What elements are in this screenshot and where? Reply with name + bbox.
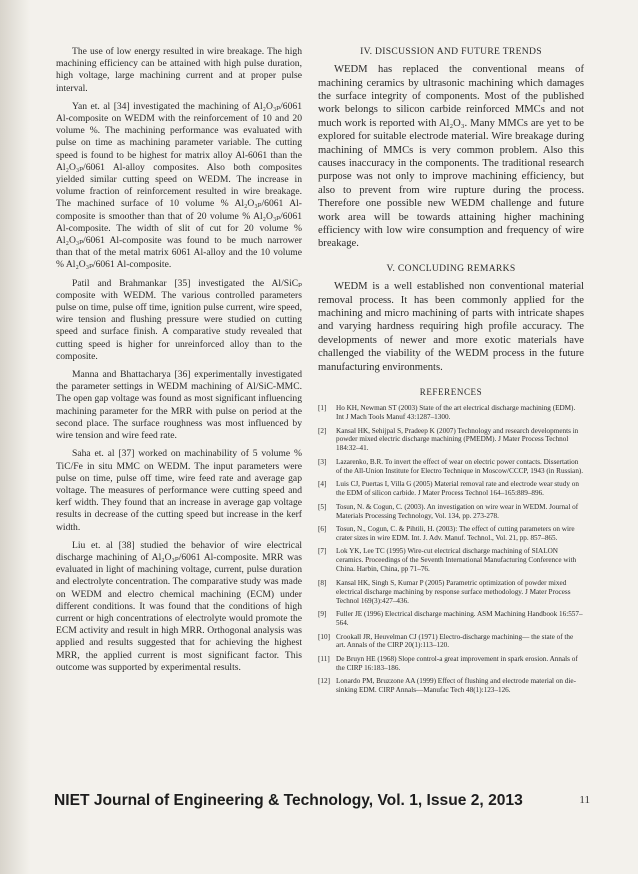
section-heading-concluding: V. CONCLUDING REMARKS <box>386 262 516 274</box>
reference-item <box>318 610 584 628</box>
reference-number: [5] <box>318 502 327 511</box>
body-paragraph: Liu et. al [38] studied the behavior of wire electrical discharge machining of Al₂O₃ₚ/6061 Al-composite. MRR was evaluated in light of machining voltage, current, pulse duration and electrolyte concentration. The comparative study was made on WEDM and electro chemical machining (ECM) under different conditions. It was found that the conditions of high current or high concentrations of electrolyte would promote the ECM activity and result in high MRR. Orthogonal analysis was applied and results suggested that for achieving the highest MRR, the applied current is most significant factor. This outcome was supported by experimental results. <box>56 539 302 673</box>
reference-number: [7] <box>318 547 327 556</box>
reference-text: Lok YK, Lee TC (1995) Wire-cut electrical discharge machining of SIALON ceramics. Proceedings of the Seventh International Manufacturing Conference with China. Harbin, China, pp 71–76. <box>336 547 577 574</box>
reference-text: Lazarenko, B.R. To invert the effect of wear on electric power contacts. Dissertation of the All-Union Institute for Electro Technique in Moscow/CCCP, 1943 (in Russian). <box>336 457 584 475</box>
reference-item <box>318 547 584 574</box>
reference-text: Tosun, N., Cogun, C. & Pihtili, H. (2003): The effect of cutting parameters on wire crater sizes in wire EDM. Int. J. Adv. Manuf. Technol., Vol. 21, pp. 857–865. <box>336 525 575 542</box>
reference-item <box>318 427 584 454</box>
right-column <box>318 46 584 700</box>
reference-item <box>318 633 584 651</box>
reference-number: [3] <box>318 457 327 466</box>
reference-number: [8] <box>318 578 327 587</box>
references-list <box>318 404 584 695</box>
reference-text: Tosun, N. & Cogun, C. (2003). An investigation on wire wear in WEDM. Journal of Materials Processing Technology, Vol. 134, pp. 273-278. <box>336 502 579 520</box>
reference-number: [11] <box>318 654 330 663</box>
reference-text: Luis CJ, Puertas I, Villa G (2005) Material removal rate and electrode wear study on the EDM of silicon carbide. J Mater Process Technol 164–165:889–896. <box>336 480 579 498</box>
reference-item <box>318 458 584 476</box>
reference-text: De Bruyn HE (1968) Slope control-a great improvement in spark erosion. Annals of the CIRP 16:183–186. <box>336 654 578 672</box>
reference-number: [1] <box>318 404 327 413</box>
body-paragraph: Manna and Bhattacharya [36] experimentally investigated the parameter settings in WEDM machining of Al/SiC-MMC. The open gap voltage was found as most significant influencing machining parameter for the MRR with pulse on period at the second place. The surface roughness was most influenced by wire tension and wire feed rate. <box>56 369 302 442</box>
references-heading: REFERENCES <box>419 386 483 397</box>
reference-text: Ho KH, Newman ST (2003) State of the art electrical discharge machining (EDM). Int J Mach Tools Manuf 43:1287–1300. <box>336 404 576 422</box>
journal-title: NIET Journal of Engineering & Technology, Vol. 1, Issue 2, 2013 <box>54 792 523 809</box>
section-spacer <box>318 251 584 263</box>
discussion-paragraph: WEDM has replaced the conventional means of machining ceramics by ultrasonic machining which damages the surface integrity of components. Most of the published work belongs to silicon carbide reinforced MMCs and not much work is reported with Al₂O₃. Many MMCs are yet to be explored for suitable electrode material. Wire breakage during machining of MMCs is very common problem. Also this causes inaccuracy in the components. The traditional research purpose was not only to improve machining efficiency, but also to prevent from wire rupture during the process. Therefore one possible new WEDM challenge and future work area will be towards attaining higher machining efficiency with low wire consumption and frequency of wire breakage. <box>318 64 584 250</box>
page-number: 11 <box>579 794 590 806</box>
reference-number: [4] <box>318 480 327 489</box>
reference-number: [12] <box>318 677 330 686</box>
reference-item <box>318 579 584 606</box>
reference-number: [6] <box>318 525 327 534</box>
concluding-paragraph: WEDM is a well established non conventional material removal process. It has been commonly applied for the machining and micro machining of parts with intricate shapes and varying hardness requiring high profile accuracy. The developments of newer and more exotic materials have challenged the viability of the WEDM process in the future manufacturing environments. <box>318 281 584 373</box>
reference-item <box>318 404 584 422</box>
reference-item <box>318 503 584 521</box>
reference-text: Crookall JR, Heuvelman CJ (1971) Electro-discharge machining— the state of the art. Annals of the CIRP 20(1):113–120. <box>336 632 574 650</box>
reference-text: Fuller JE (1996) Electrical discharge machining. ASM Machining Handbook 16:557–564. <box>336 610 583 628</box>
reference-number: [10] <box>318 632 330 641</box>
reference-item <box>318 480 584 498</box>
body-paragraph: Saha et. al [37] worked on machinability of 5 volume % TiC/Fe in situ MMC on WEDM. The input parameters were pulse on time, pulse off time, wire feed rate and average gap voltage. The measures of performance were cutting speed and kerf width. They found that an increase in average gap voltage results in decrease of the cutting speed but increase in the kerf width. <box>56 448 302 533</box>
reference-number: [2] <box>318 426 327 435</box>
left-column <box>56 46 302 674</box>
reference-text: Kansal HK, Sehijpal S, Pradeep K (2007) Technology and research developments in powder mixed electric discharge machining (PMEDM). J Mater Process Technol 184:32–41. <box>336 426 579 453</box>
reference-item <box>318 655 584 673</box>
page-footer <box>0 792 638 816</box>
body-paragraph: Patil and Brahmankar [35] investigated the Al/SiCₚ composite with WEDM. The various controlled parameters pulse on time, pulse off time, ignition pulse current, wire speed, wire tension and flushing pressure were studied on cutting speed and surface finish. A comparative study revealed that cutting speed is higher for unreinforced alloy than to the composite. <box>56 277 302 362</box>
section-heading-discussion: IV. DISCUSSION AND FUTURE TRENDS <box>360 46 542 57</box>
reference-number: [9] <box>318 610 327 619</box>
reference-text: Lonardo PM, Bruzzone AA (1999) Effect of flushing and electrode material on die-sinking EDM. CIRP Annals—Manufac Tech 48(1):123–126. <box>336 677 576 695</box>
body-paragraph: Yan et. al [34] investigated the machining of Al₂O₃ₚ/6061 Al-composite on WEDM with the reinforcement of 10 and 20 volume %. The machining performance was evaluated with pulse on time as machining parameter variable. The cutting speed is found to be highest for matrix alloy Al-6061 than the Al₂O₃ₚ/6061 Al-alloy composites. Also both composites yielded similar cutting speed on WEDM. The increase in volume fraction of reinforcement resulted in wire breakage. The machined surface of 10 volume % Al₂O₃ₚ/6061 Al- composite is smoother than that of 20 volume % Al₂O₃ₚ/6061 Al-composite. The width of slit of cut for 20 volume % Al₂O₃ₚ/6061 Al-composite was found to be much narrower than that of the metal matrix 6061 Al-alloy and the 10 volume % Al₂O₃ₚ/6061 Al-composite. <box>56 100 302 271</box>
reference-item <box>318 677 584 695</box>
reference-text: Kansal HK, Singh S, Kumar P (2005) Parametric optimization of powder mixed electrical discharge machining by response surface methodology. J Mater Process Technol 169(3):427–436. <box>336 578 571 605</box>
scan-edge-shadow <box>0 0 30 874</box>
body-paragraph: The use of low energy resulted in wire breakage. The high machining efficiency can be attained with high pulse duration, high voltage, large machining current and at proper pulse interval. <box>56 46 302 94</box>
reference-item <box>318 525 584 543</box>
